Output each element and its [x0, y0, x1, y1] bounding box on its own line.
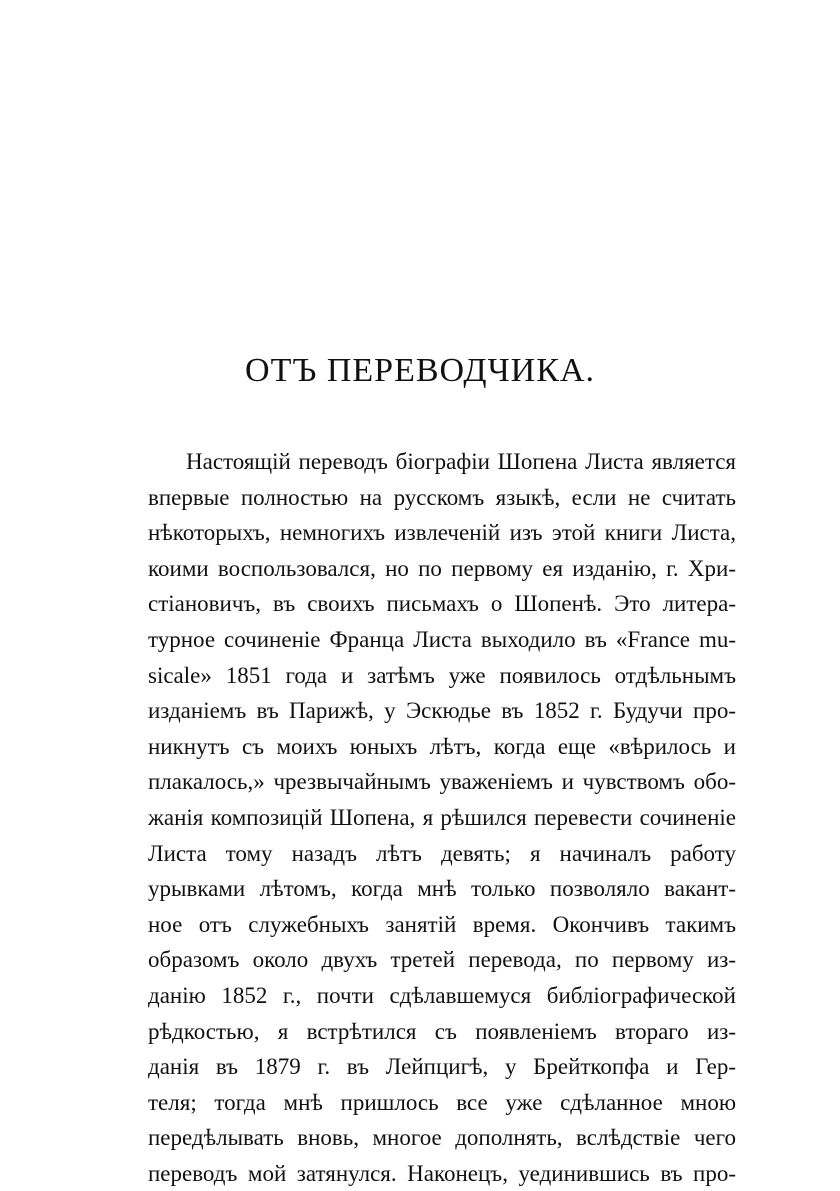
page-title: ОТЪ ПЕРЕВОДЧИКА.: [245, 352, 595, 389]
text-line: нѣкоторыхъ, немногихъ извлеченій изъ этой книги Листа,: [148, 520, 736, 546]
text-line: теля; тогда мнѣ пришлось все уже сдѣланное мною: [148, 1089, 736, 1115]
text-line: впервые полностью на русскомъ языкѣ, если не считать: [148, 484, 736, 510]
text-line: урывками лѣтомъ, когда мнѣ только позволяло вакант-: [148, 876, 736, 902]
text-line: плакалось,» чрезвычайнымъ уваженіемъ и чувствомъ обо-: [148, 769, 736, 795]
text-line: рѣдкостью, я встрѣтился съ появленіемъ втораго из-: [148, 1018, 736, 1044]
text-line: Настоящій переводъ біографіи Шопена Листа является: [186, 449, 736, 474]
text-line: никнутъ съ моихъ юныхъ лѣтъ, когда еще «вѣрилось и: [148, 733, 736, 759]
text-line: передѣлывать вновь, многое дополнять, вслѣдствіе чего: [148, 1125, 736, 1151]
text-line: данія въ 1879 г. въ Лейпцигѣ, у Брейткопфа и Гер-: [148, 1054, 736, 1080]
text-line: данію 1852 г., почти сдѣлавшемуся библіографической: [148, 982, 736, 1008]
text-line: стіановичъ, въ своихъ письмахъ о Шопенѣ. Это литера-: [148, 591, 736, 617]
text-line: образомъ около двухъ третей перевода, по первому из-: [148, 947, 736, 973]
body-paragraph: [148, 444, 736, 1191]
text-line: ное отъ служебныхъ занятій время. Окончивъ такимъ: [148, 911, 736, 937]
text-line: sicale» 1851 года и затѣмъ уже появилось отдѣльнымъ: [148, 662, 736, 688]
text-line: Листа тому назадъ лѣтъ девять; я начиналъ работу: [148, 840, 736, 866]
text-line: изданіемъ въ Парижѣ, у Эскюдье въ 1852 г. Будучи про-: [148, 698, 736, 724]
text-line: турное сочиненіе Франца Листа выходило въ «France mu-: [148, 626, 736, 652]
text-line: переводъ мой затянулся. Наконецъ, уединившись въ про-: [148, 1160, 736, 1186]
text-line: жанія композицій Шопена, я рѣшился перевести сочиненіе: [148, 804, 736, 830]
text-line: коими воспользовался, но по первому ея изданію, г. Хри-: [148, 555, 736, 581]
